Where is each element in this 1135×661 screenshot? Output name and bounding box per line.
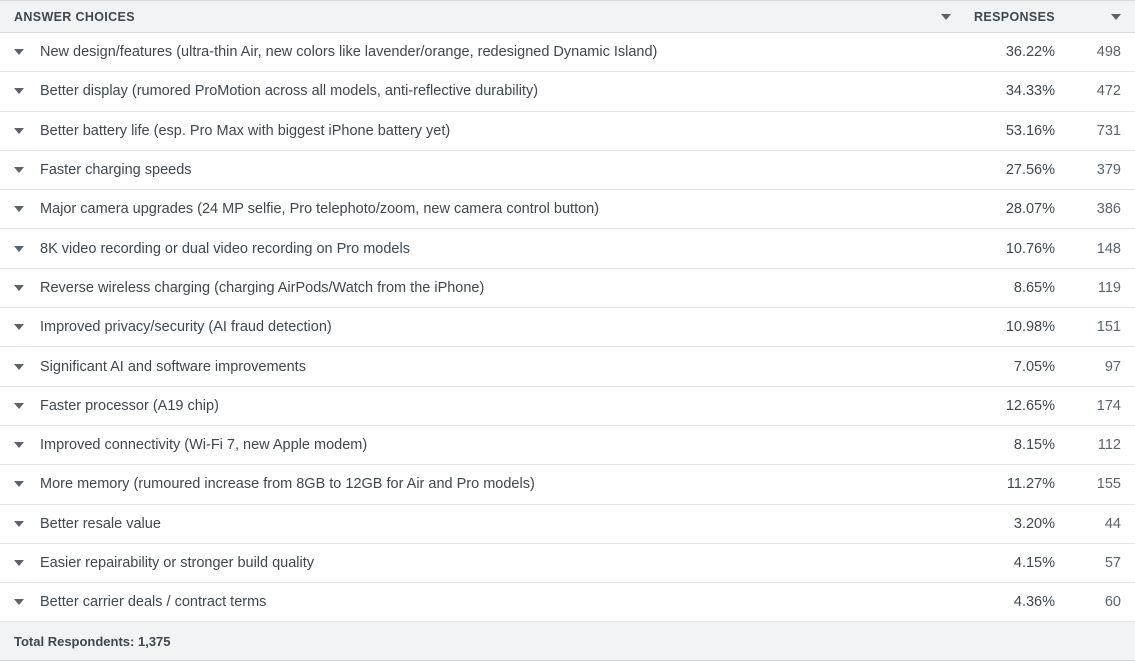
response-count: 379 xyxy=(1055,150,1135,189)
response-count: 119 xyxy=(1055,268,1135,307)
column-header-responses-label: RESPONSES xyxy=(974,9,1055,24)
response-percent: 34.33% xyxy=(965,72,1055,111)
answer-choice-label: Better resale value xyxy=(40,515,161,532)
table-row xyxy=(0,268,1135,307)
response-count: 57 xyxy=(1055,543,1135,582)
expand-caret-down-icon[interactable] xyxy=(14,599,24,605)
response-percent: 36.22% xyxy=(965,33,1055,72)
answer-choice-cell xyxy=(0,150,965,189)
total-respondents-row xyxy=(0,622,1135,661)
table-row xyxy=(0,190,1135,229)
table-row xyxy=(0,425,1135,464)
response-percent: 4.15% xyxy=(965,543,1055,582)
answer-choice-label: Major camera upgrades (24 MP selfie, Pro telephoto/zoom, new camera control button) xyxy=(40,201,600,218)
table-row xyxy=(0,347,1135,386)
expand-caret-down-icon[interactable] xyxy=(14,521,24,527)
answer-choice-label: Reverse wireless charging (charging AirPods/Watch from the iPhone) xyxy=(40,279,485,296)
answer-choice-cell xyxy=(0,190,965,229)
expand-caret-down-icon[interactable] xyxy=(14,246,24,252)
table-footer xyxy=(0,622,1135,661)
answer-choice-label: Improved connectivity (Wi-Fi 7, new Apple modem) xyxy=(40,437,368,454)
response-count: 97 xyxy=(1055,347,1135,386)
answer-choice-cell xyxy=(0,504,965,543)
answer-choice-cell xyxy=(0,425,965,464)
expand-caret-down-icon[interactable] xyxy=(14,442,24,448)
table-row xyxy=(0,386,1135,425)
table-header-row xyxy=(0,1,1135,33)
expand-caret-down-icon[interactable] xyxy=(14,324,24,330)
answer-choice-label: Improved privacy/security (AI fraud detection) xyxy=(40,319,332,336)
expand-caret-down-icon[interactable] xyxy=(14,285,24,291)
expand-caret-down-icon[interactable] xyxy=(14,403,24,409)
answer-choice-label: Better carrier deals / contract terms xyxy=(40,594,267,611)
response-percent: 8.15% xyxy=(965,425,1055,464)
answer-choice-cell xyxy=(0,347,965,386)
response-count: 60 xyxy=(1055,583,1135,622)
expand-caret-down-icon[interactable] xyxy=(14,364,24,370)
response-count: 44 xyxy=(1055,504,1135,543)
expand-caret-down-icon[interactable] xyxy=(14,167,24,173)
sort-caret-down-icon[interactable] xyxy=(1111,14,1121,20)
answer-choice-label: 8K video recording or dual video recording on Pro models xyxy=(40,240,410,257)
response-percent: 4.36% xyxy=(965,583,1055,622)
response-count: 174 xyxy=(1055,386,1135,425)
response-count: 148 xyxy=(1055,229,1135,268)
table-row xyxy=(0,583,1135,622)
answer-choice-label: Faster charging speeds xyxy=(40,162,192,179)
response-percent: 28.07% xyxy=(965,190,1055,229)
response-percent: 11.27% xyxy=(965,465,1055,504)
answer-choice-cell xyxy=(0,543,965,582)
response-percent: 3.20% xyxy=(965,504,1055,543)
table-header xyxy=(0,1,1135,33)
answer-choice-cell xyxy=(0,229,965,268)
answer-choice-label: Faster processor (A19 chip) xyxy=(40,397,219,414)
response-count: 386 xyxy=(1055,190,1135,229)
answer-choice-cell xyxy=(0,33,965,72)
column-header-answer-choices[interactable] xyxy=(0,1,965,33)
column-header-responses-sort[interactable] xyxy=(1055,1,1135,33)
response-percent: 7.05% xyxy=(965,347,1055,386)
response-count: 112 xyxy=(1055,425,1135,464)
expand-caret-down-icon[interactable] xyxy=(14,128,24,134)
column-header-responses[interactable] xyxy=(965,1,1055,33)
table-row xyxy=(0,72,1135,111)
column-header-answer-choices-label: ANSWER CHOICES xyxy=(14,9,135,24)
response-percent: 8.65% xyxy=(965,268,1055,307)
answer-choice-cell xyxy=(0,111,965,150)
sort-caret-down-icon[interactable] xyxy=(941,14,951,20)
table-row xyxy=(0,504,1135,543)
answer-choice-label: New design/features (ultra-thin Air, new colors like lavender/orange, redesigned Dynamic Island) xyxy=(40,44,658,61)
response-percent: 10.98% xyxy=(965,308,1055,347)
response-count: 731 xyxy=(1055,111,1135,150)
table-row xyxy=(0,150,1135,189)
expand-caret-down-icon[interactable] xyxy=(14,49,24,55)
expand-caret-down-icon[interactable] xyxy=(14,206,24,212)
expand-caret-down-icon[interactable] xyxy=(14,481,24,487)
answer-choice-label: Easier repairability or stronger build quality xyxy=(40,555,315,571)
response-percent: 27.56% xyxy=(965,150,1055,189)
response-count: 472 xyxy=(1055,72,1135,111)
answer-choice-label: Significant AI and software improvements xyxy=(40,358,306,375)
answer-choice-cell xyxy=(0,386,965,425)
response-percent: 53.16% xyxy=(965,111,1055,150)
expand-caret-down-icon[interactable] xyxy=(14,88,24,94)
response-percent: 12.65% xyxy=(965,386,1055,425)
answer-choice-cell xyxy=(0,72,965,111)
answer-choice-cell xyxy=(0,268,965,307)
table-row xyxy=(0,308,1135,347)
table-row xyxy=(0,543,1135,582)
table-body xyxy=(0,33,1135,622)
table-row xyxy=(0,111,1135,150)
table-row xyxy=(0,465,1135,504)
response-count: 155 xyxy=(1055,465,1135,504)
answer-choice-label: More memory (rumoured increase from 8GB to 12GB for Air and Pro models) xyxy=(40,476,535,493)
response-count: 498 xyxy=(1055,33,1135,72)
table-row xyxy=(0,229,1135,268)
answer-choice-cell xyxy=(0,465,965,504)
answer-choice-cell xyxy=(0,308,965,347)
total-respondents-label: Total Respondents: 1,375 xyxy=(0,622,1135,661)
response-count: 151 xyxy=(1055,308,1135,347)
answer-choice-label: Better display (rumored ProMotion across all models, anti-reflective durability) xyxy=(40,83,539,100)
answer-choice-label: Better battery life (esp. Pro Max with biggest iPhone battery yet) xyxy=(40,122,451,139)
expand-caret-down-icon[interactable] xyxy=(14,560,24,566)
answer-choice-cell xyxy=(0,583,965,622)
table-row xyxy=(0,33,1135,72)
response-percent: 10.76% xyxy=(965,229,1055,268)
